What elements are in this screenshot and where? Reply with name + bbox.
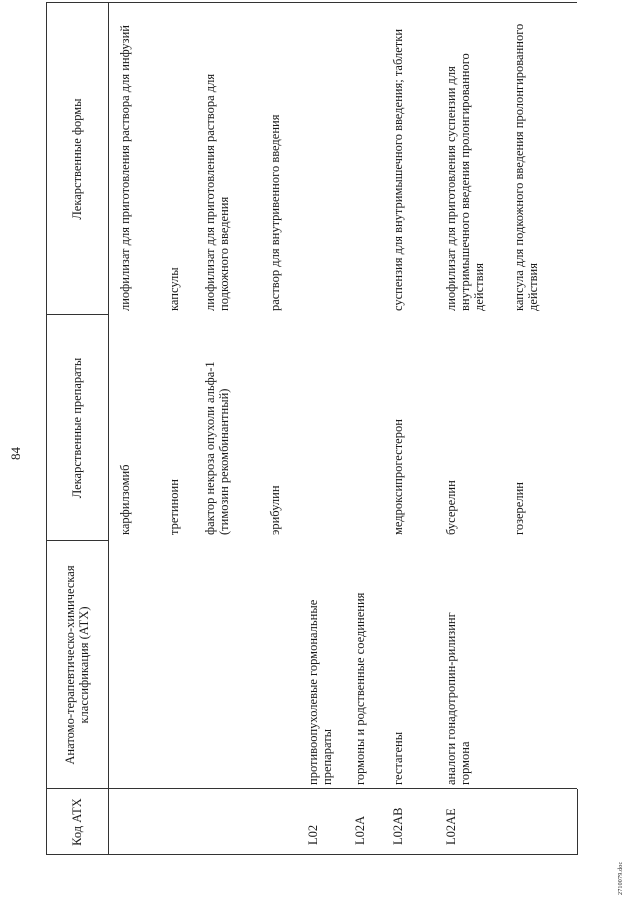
- table-row-code: L02AE: [444, 808, 458, 845]
- table-row-form: лиофилизат для приготовления раствора для подкожного введения: [203, 73, 231, 311]
- table-row-drug: гозерелин: [512, 482, 526, 535]
- table-row-code: L02A: [353, 815, 367, 845]
- table-row-class: противоопухолевые гормональные препараты: [306, 599, 334, 785]
- table-right-border: [46, 2, 577, 3]
- table-row-form: суспензия для внутримышечного введения; таблетки: [391, 28, 405, 311]
- table-row-drug: карфилзомиб: [118, 464, 132, 535]
- col-divider-1: [46, 788, 577, 789]
- table-top-border: [46, 3, 47, 855]
- table-bottom-rule: [577, 789, 578, 855]
- col-divider-3: [46, 314, 108, 315]
- table-row-code: L02AB: [391, 807, 405, 845]
- header-drugs: Лекарственные препараты: [70, 357, 84, 499]
- table-row-drug: бусерелин: [444, 480, 458, 535]
- table-left-border: [46, 854, 577, 855]
- header-dosage-forms: Лекарственные формы: [70, 98, 84, 220]
- table-row-class: гестагены: [391, 731, 405, 785]
- table-row-code: L02: [306, 824, 320, 845]
- col-divider-2: [46, 540, 108, 541]
- table-row-class: аналоги гонадотропин-рилизинг гормона: [444, 612, 472, 785]
- table-row-form: раствор для внутривенного введения: [268, 114, 282, 311]
- footer-file-name: 2710079.doc: [618, 861, 624, 895]
- table-row-drug: эрибулин: [268, 485, 282, 535]
- table-row-drug: третиноин: [167, 479, 181, 535]
- table-row-drug: фактор некроза опухоли альфа-1 (тимозин рекомбинантный): [203, 361, 231, 535]
- table-row-form: лиофилизат для приготовления раствора для инфузий: [118, 25, 132, 311]
- header-code: Код АТХ: [70, 798, 84, 846]
- table-row-form: лиофилизат для приготовления суспензии для внутримышечного введения пролонгированного действия: [444, 53, 486, 311]
- header-bottom-border: [108, 3, 109, 855]
- table-row-form: капсула для подкожного введения пролонгированного действия: [512, 23, 540, 311]
- table-row-drug: медроксипрогестерон: [391, 419, 405, 535]
- table-row-form: капсулы: [167, 267, 181, 311]
- page-number: 84: [8, 447, 23, 460]
- table-row-class: гормоны и родственные соединения: [353, 592, 367, 785]
- header-atc-classification: Анатомо-терапевтическо-химическая классификация (АТХ): [63, 565, 91, 765]
